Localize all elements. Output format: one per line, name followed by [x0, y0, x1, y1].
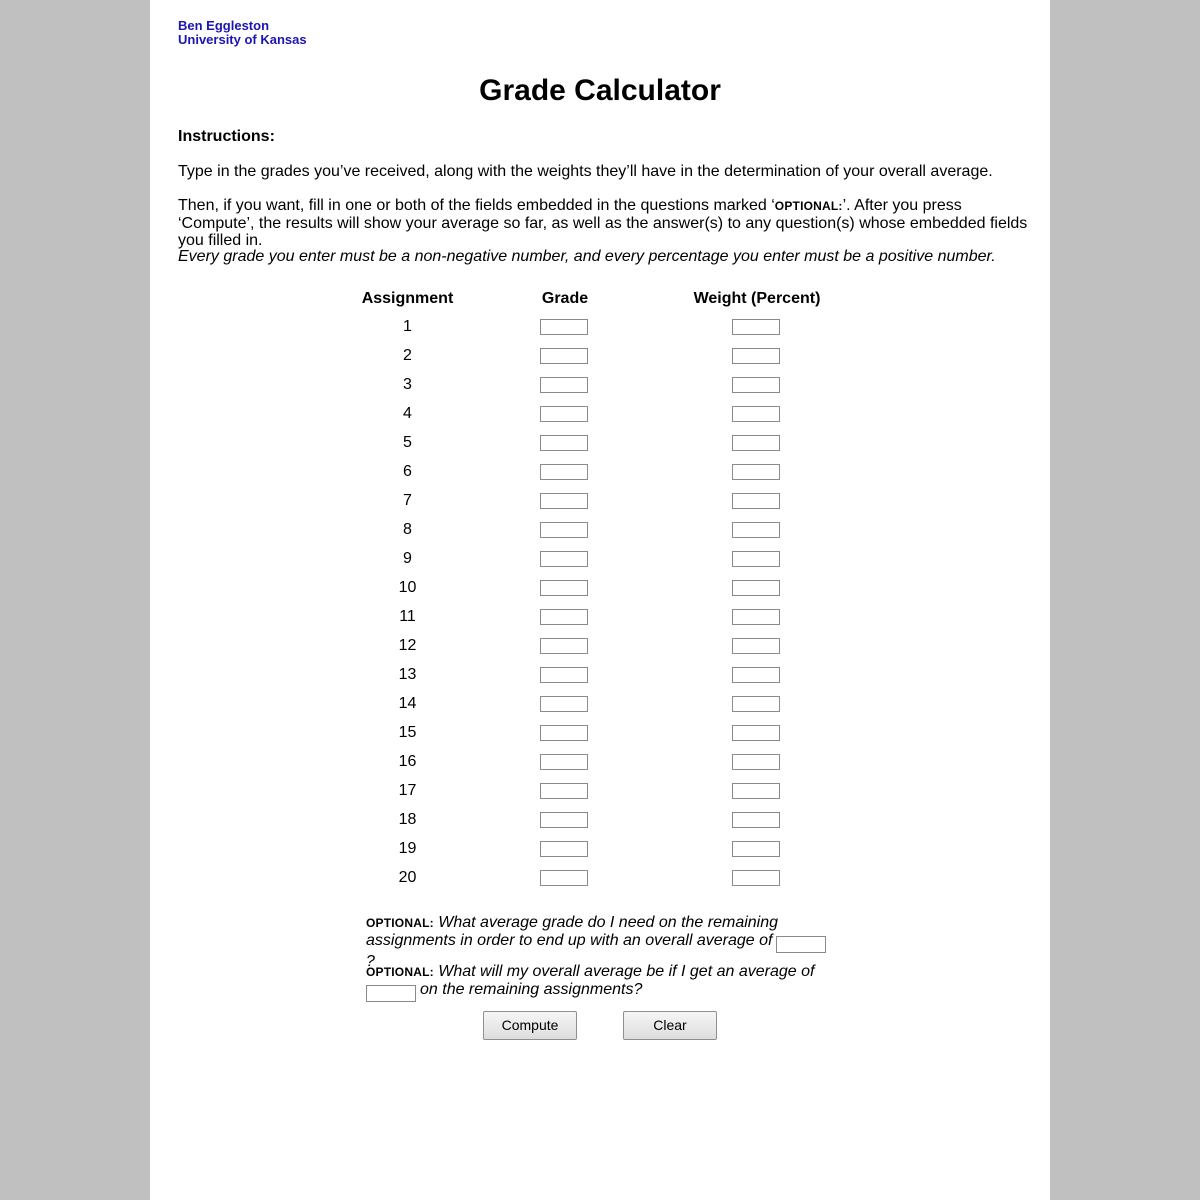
assignment-number: 15 — [398, 724, 417, 741]
table-row — [150, 602, 1050, 631]
grade-input[interactable] — [540, 493, 588, 509]
grade-input[interactable] — [540, 464, 588, 480]
weight-input[interactable] — [732, 580, 780, 596]
assignment-number: 18 — [398, 811, 417, 828]
instructions-heading: Instructions: — [178, 128, 275, 145]
grade-table — [150, 312, 1050, 892]
table-row — [150, 515, 1050, 544]
assignment-number: 3 — [403, 376, 412, 393]
remaining-average-input[interactable] — [366, 985, 416, 1002]
table-row — [150, 631, 1050, 660]
assignment-number: 10 — [398, 579, 417, 596]
grade-input[interactable] — [540, 609, 588, 625]
table-row — [150, 747, 1050, 776]
grade-input[interactable] — [540, 522, 588, 538]
grade-input[interactable] — [540, 551, 588, 567]
table-row — [150, 776, 1050, 805]
weight-input[interactable] — [732, 348, 780, 364]
table-row — [150, 428, 1050, 457]
grade-input[interactable] — [540, 348, 588, 364]
table-row — [150, 457, 1050, 486]
table-row — [150, 805, 1050, 834]
assignment-number: 1 — [403, 318, 412, 335]
table-row — [150, 718, 1050, 747]
assignment-number: 17 — [398, 782, 417, 799]
grade-input[interactable] — [540, 435, 588, 451]
grade-input[interactable] — [540, 580, 588, 596]
weight-input[interactable] — [732, 319, 780, 335]
target-average-input[interactable] — [776, 936, 826, 953]
weight-input[interactable] — [732, 406, 780, 422]
assignment-number: 5 — [403, 434, 412, 451]
compute-button[interactable]: Compute — [483, 1011, 577, 1040]
assignment-number: 9 — [403, 550, 412, 567]
grade-input[interactable] — [540, 667, 588, 683]
assignment-number: 7 — [403, 492, 412, 509]
assignment-number: 13 — [398, 666, 417, 683]
grade-input[interactable] — [540, 377, 588, 393]
instructions-p2-text-after: ’. After you press ‘Compute’, the results will show your average so far, as well as the answer(s) to any question(s) whose embedded fields you filled in. — [178, 197, 1028, 249]
author-affiliation[interactable]: University of Kansas — [178, 32, 307, 47]
author-block — [178, 19, 307, 47]
optional-marker: OPTIONAL: — [774, 199, 843, 213]
instructions-p2-text-before: Then, if you want, fill in one or both of the fields embedded in the questions marked ‘ — [178, 197, 775, 214]
table-row — [150, 863, 1050, 892]
assignment-number: 6 — [403, 463, 412, 480]
optional-label: OPTIONAL: — [366, 965, 434, 979]
grade-input[interactable] — [540, 319, 588, 335]
instructions-paragraph-1: Type in the grades you’ve received, along with the weights they’ll have in the determination of your overall average. — [178, 163, 993, 180]
assignment-number: 2 — [403, 347, 412, 364]
optional-q2-suffix: on the remaining assignments? — [420, 981, 643, 998]
table-row — [150, 486, 1050, 515]
page-title: Grade Calculator — [479, 74, 721, 107]
grade-input[interactable] — [540, 841, 588, 857]
grade-input[interactable] — [540, 696, 588, 712]
assignment-number: 4 — [403, 405, 412, 422]
table-row — [150, 341, 1050, 370]
weight-input[interactable] — [732, 377, 780, 393]
optional-label: OPTIONAL: — [366, 916, 434, 930]
weight-input[interactable] — [732, 812, 780, 828]
assignment-number: 8 — [403, 521, 412, 538]
author-name[interactable]: Ben Eggleston — [178, 18, 270, 33]
clear-button[interactable]: Clear — [623, 1011, 717, 1040]
optional-question-1 — [366, 914, 836, 970]
grade-input[interactable] — [540, 725, 588, 741]
optional-q1-text: What average grade do I need on the remaining assignments in order to end up with an overall average of — [366, 914, 779, 949]
column-header-grade: Grade — [541, 290, 589, 307]
optional-q1-suffix: ? — [366, 952, 375, 970]
column-header-weight: Weight (Percent) — [693, 290, 821, 307]
weight-input[interactable] — [732, 667, 780, 683]
column-header-assignment: Assignment — [361, 290, 454, 307]
weight-input[interactable] — [732, 870, 780, 886]
weight-input[interactable] — [732, 464, 780, 480]
optional-q2-text: What will my overall average be if I get an average of — [438, 963, 815, 980]
weight-input[interactable] — [732, 435, 780, 451]
optional-question-2 — [366, 963, 836, 1002]
weight-input[interactable] — [732, 493, 780, 509]
weight-input[interactable] — [732, 696, 780, 712]
table-row — [150, 689, 1050, 718]
weight-input[interactable] — [732, 609, 780, 625]
table-row — [150, 834, 1050, 863]
weight-input[interactable] — [732, 841, 780, 857]
assignment-number: 11 — [399, 608, 416, 625]
weight-input[interactable] — [732, 725, 780, 741]
weight-input[interactable] — [732, 638, 780, 654]
grade-input[interactable] — [540, 812, 588, 828]
page-content — [150, 0, 1050, 1200]
assignment-number: 14 — [398, 695, 417, 712]
table-row — [150, 573, 1050, 602]
weight-input[interactable] — [732, 551, 780, 567]
table-row — [150, 660, 1050, 689]
weight-input[interactable] — [732, 522, 780, 538]
assignment-number: 19 — [398, 840, 417, 857]
table-row — [150, 312, 1050, 341]
table-row — [150, 370, 1050, 399]
grade-input[interactable] — [540, 638, 588, 654]
assignment-number: 20 — [398, 869, 417, 886]
instructions-paragraph-3: Every grade you enter must be a non-negative number, and every percentage you enter must be a positive number. — [178, 248, 996, 265]
assignment-number: 16 — [398, 753, 417, 770]
grade-input[interactable] — [540, 406, 588, 422]
grade-input[interactable] — [540, 870, 588, 886]
table-row — [150, 544, 1050, 573]
grade-input[interactable] — [540, 783, 588, 799]
weight-input[interactable] — [732, 783, 780, 799]
instructions-paragraph-2 — [178, 197, 1028, 249]
assignment-number: 12 — [398, 637, 417, 654]
table-row — [150, 399, 1050, 428]
weight-input[interactable] — [732, 754, 780, 770]
grade-input[interactable] — [540, 754, 588, 770]
